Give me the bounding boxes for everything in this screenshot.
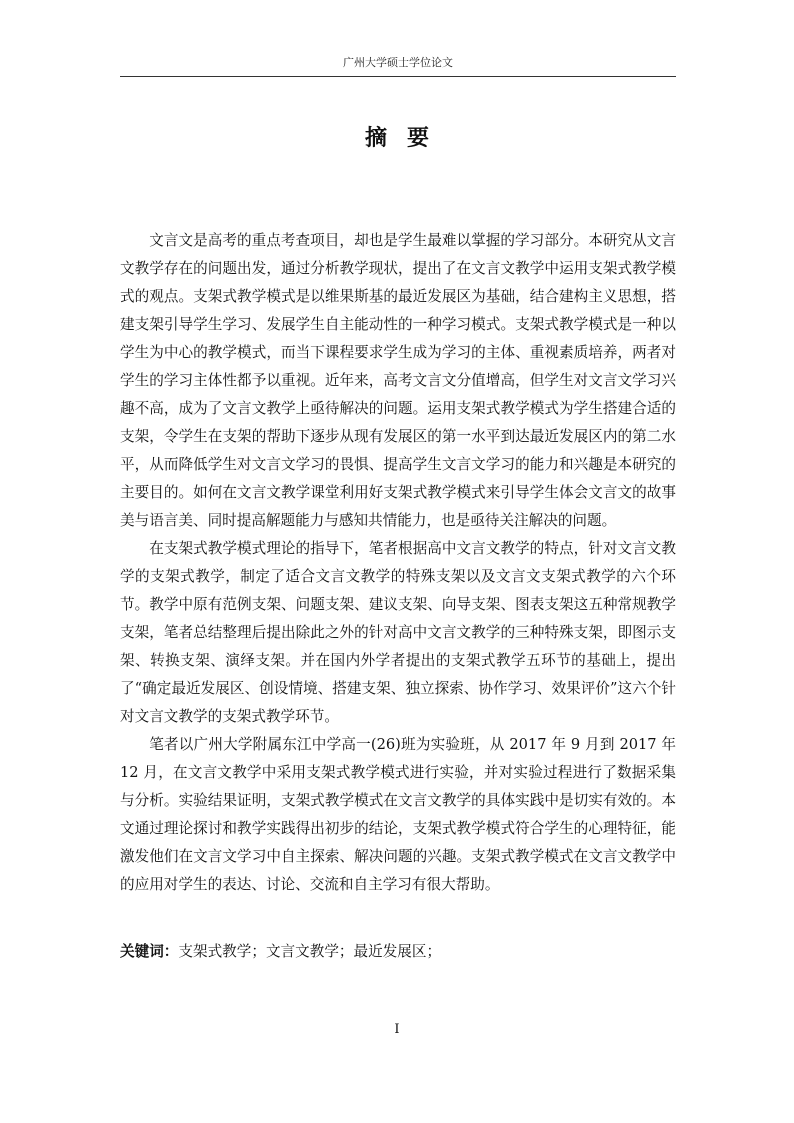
page-title: 摘要 xyxy=(364,126,449,151)
keywords-label: 关键词： xyxy=(120,943,179,960)
abstract-body xyxy=(120,227,676,899)
abstract-paragraph-1: 文言文是高考的重点考查项目，却也是学生最难以掌握的学习部分。本研究从文言文教学存在的问题出发，通过分析教学现状，提出了在文言文教学中运用支架式教学模式的观点。支架式教学模式是以维果斯基的最近发展区为基础，结合建构主义思想，搭建支架引导学生学习、发展学生自主能动性的一种学习模式。支架式教学模式是一种以学生为中心的教学模式，而当下课程要求学生成为学习的主体、重视素质培养，两者对学生的学习主体性都予以重视。近年来，高考文言文分值增高，但学生对文言文学习兴趣不高，成为了文言文教学上亟待解决的问题。运用支架式教学模式为学生搭建合适的支架，令学生在支架的帮助下逐步从现有发展区的第一水平到达最近发展区内的第二水平，从而降低学生对文言文学习的畏惧、提高学生文言文学习的能力和兴趣是本研究的主要目的。如何在文言文教学课堂利用好支架式教学模式来引导学生体会文言文的故事美与语言美、同时提高解题能力与感知共情能力，也是亟待关注解决的问题。 xyxy=(120,232,676,529)
page-number: I xyxy=(394,1022,400,1037)
running-header: 广州大学硕士学位论文 xyxy=(343,56,453,69)
header-divider xyxy=(120,76,676,77)
keywords-text: 支架式教学；文言文教学；最近发展区； xyxy=(178,943,442,960)
abstract-paragraph-2: 在支架式教学模式理论的指导下，笔者根据高中文言文教学的特点，针对文言文教学的支架式教学，制定了适合文言文教学的特殊支架以及文言文支架式教学的六个环节。教学中原有范例支架、问题支架、建议支架、向导支架、图表支架这五种常规教学支架，笔者总结整理后提出除此之外的针对高中文言文教学的三种特殊支架，即图示支架、转换支架、演绎支架。并在国内外学者提出的支架式教学五环节的基础上，提出了“确定最近发展区、创设情境、搭建支架、独立探索、协作学习、效果评价”这六个针对文言文教学的支架式教学环节。 xyxy=(120,540,676,725)
abstract-paragraph-3: 笔者以广州大学附属东江中学高一(26)班为实验班，从 2017 年 9 月到 2017 年 12 月，在文言文教学中采用支架式教学模式进行实验，并对实验过程进行了数据采集与分析。实验结果证明，支架式教学模式在文言文教学的具体实践中是切实有效的。本文通过理论探讨和教学实践得出初步的结论，支架式教学模式符合学生的心理特征，能激发他们在文言文学习中自主探索、解决问题的兴趣。支架式教学模式在文言文教学中的应用对学生的表达、讨论、交流和自主学习有很大帮助。 xyxy=(120,736,676,893)
keywords-line xyxy=(120,940,676,964)
